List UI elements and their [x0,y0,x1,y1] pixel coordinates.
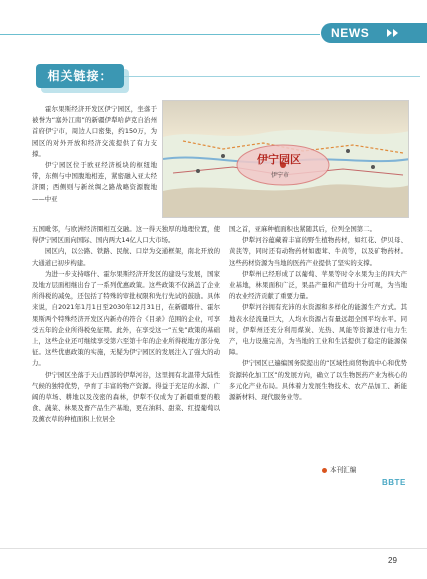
bullet-icon [322,468,327,473]
paragraph-transport: 园区内，以公路、铁路、民航、口岸为交通框架，南北开放的大通道已初步构建。 [32,247,220,267]
paragraph-resources-cont: 国之首，亚麻种植面积也紧随其后，位列全国第二。 [229,225,376,233]
news-section-tab [321,23,427,43]
footer-rule [0,548,427,549]
header-rule [0,34,320,35]
paragraph-herbs: 伊犁河谷蕴藏着丰富的野生植物药材，如红花、伊贝母、黄芪等，同时还有动物药材如鹿茸、牛黄等，以及矿物药材。这些药材资源为当地的医药产业提供了坚实的支撑。 [229,236,407,267]
paragraph-energy: 伊犁河谷拥有充沛的水资源和多样化的能源生产方式。其地表水径流量巨大，人均水资源占有量远超全国平均水平。同时，伊犁州还充分利用煤炭、光热、风能等资源进行电力生产，电力设施完善，为当地的工业和生活提供了稳定的能源保障。 [229,303,407,357]
author-text: 本刊汇编 [330,466,357,474]
page-number: 29 [388,556,397,565]
section-label: NEWS [331,26,370,40]
article-column-narrow [32,104,157,205]
region-map [162,100,409,218]
article-column-right [229,224,407,403]
paragraph-fruit: 伊犁州已经形成了以葡萄、苹果等时令水果为主的四大产业基地，林果面积广泛，果品产量和产值均十分可观，为当地的农业经济贡献了重要力量。 [229,269,407,301]
chevron-right-icon [387,29,392,37]
author-credit [322,464,356,474]
paragraph-resources: 伊宁园区坐落于天山西部的伊犁河谷，这里拥有北温带大陆性气候的独特优势，孕育了丰富的物产资源。得益于充足的水源、广阔的草场、耕地以及茂密的森林，伊犁不仅成为了新疆重要的粮食、蔬菜、林果及畜产品生产基地，更在油料、甜菜、红提葡萄以及薰衣草的种植面积上位居全 [32,370,220,424]
banner-title: 相关链接： [47,69,113,83]
map-city-label: 伊宁市 [271,172,290,179]
paragraph-intro: 霍尔果斯经济开发区伊宁园区，坐落于被誉为“塞外江南”的新疆伊犁哈萨克自治州首府伊宁市，周边人口密集，约150万，为园区的对外开放和经济交流提供了有力支撑。 [32,105,157,158]
related-links-banner [36,64,124,88]
map-label: 伊宁园区 [257,153,301,166]
paragraph-industry: 伊宁园区已遍编国务院提出的“区域性商贸物流中心和优势资源转化加工区”的发展方向，确立了以生物医药产业为核心的多元化产业布局。具体着力发展生物技术、农产品加工、新能源新材料、现代服务业等。 [229,359,407,402]
paragraph-location: 伊宁园区位于欧亚经济板块的枢纽地带，东侧与中国腹地相连，紧密融入亚太经济圈；西侧则与新丝绸之路战略资源腹地——中亚 [32,161,157,203]
banner-rule [124,76,420,77]
chevron-right-icon [393,29,398,37]
article-column-left [32,224,220,426]
brand-logo: BBTE [382,478,406,487]
paragraph-policy: 为进一步支持喀什、霍尔果斯经济开发区的建设与发展，国家及地方层面相继出台了一系列优惠政策。这些政策不仅涵盖了企业所得税的减免，还包括了特殊的审批权限和先行先试的鼓励。具体来说，自2021年1月1日至2030年12月31日，在新疆喀什、霍尔果斯两个特殊经济开发区内新办的符合《目录》范围的企业，可享受五年的企业所得税免征期。此外，在享受这一“五免”政策的基础上，这些企业还可继续享受第六至第十年的企业所得税地方部分免征。这些优惠政策的实施，无疑为伊宁园区的发展注入了强大的动力。 [32,269,220,368]
paragraph-location-cont: 五国毗邻，与欧洲经济圈相互交融。这一得天独厚的地理位置，使得伊宁园区面向国际、国内两大14亿人口大市场。 [32,225,220,245]
